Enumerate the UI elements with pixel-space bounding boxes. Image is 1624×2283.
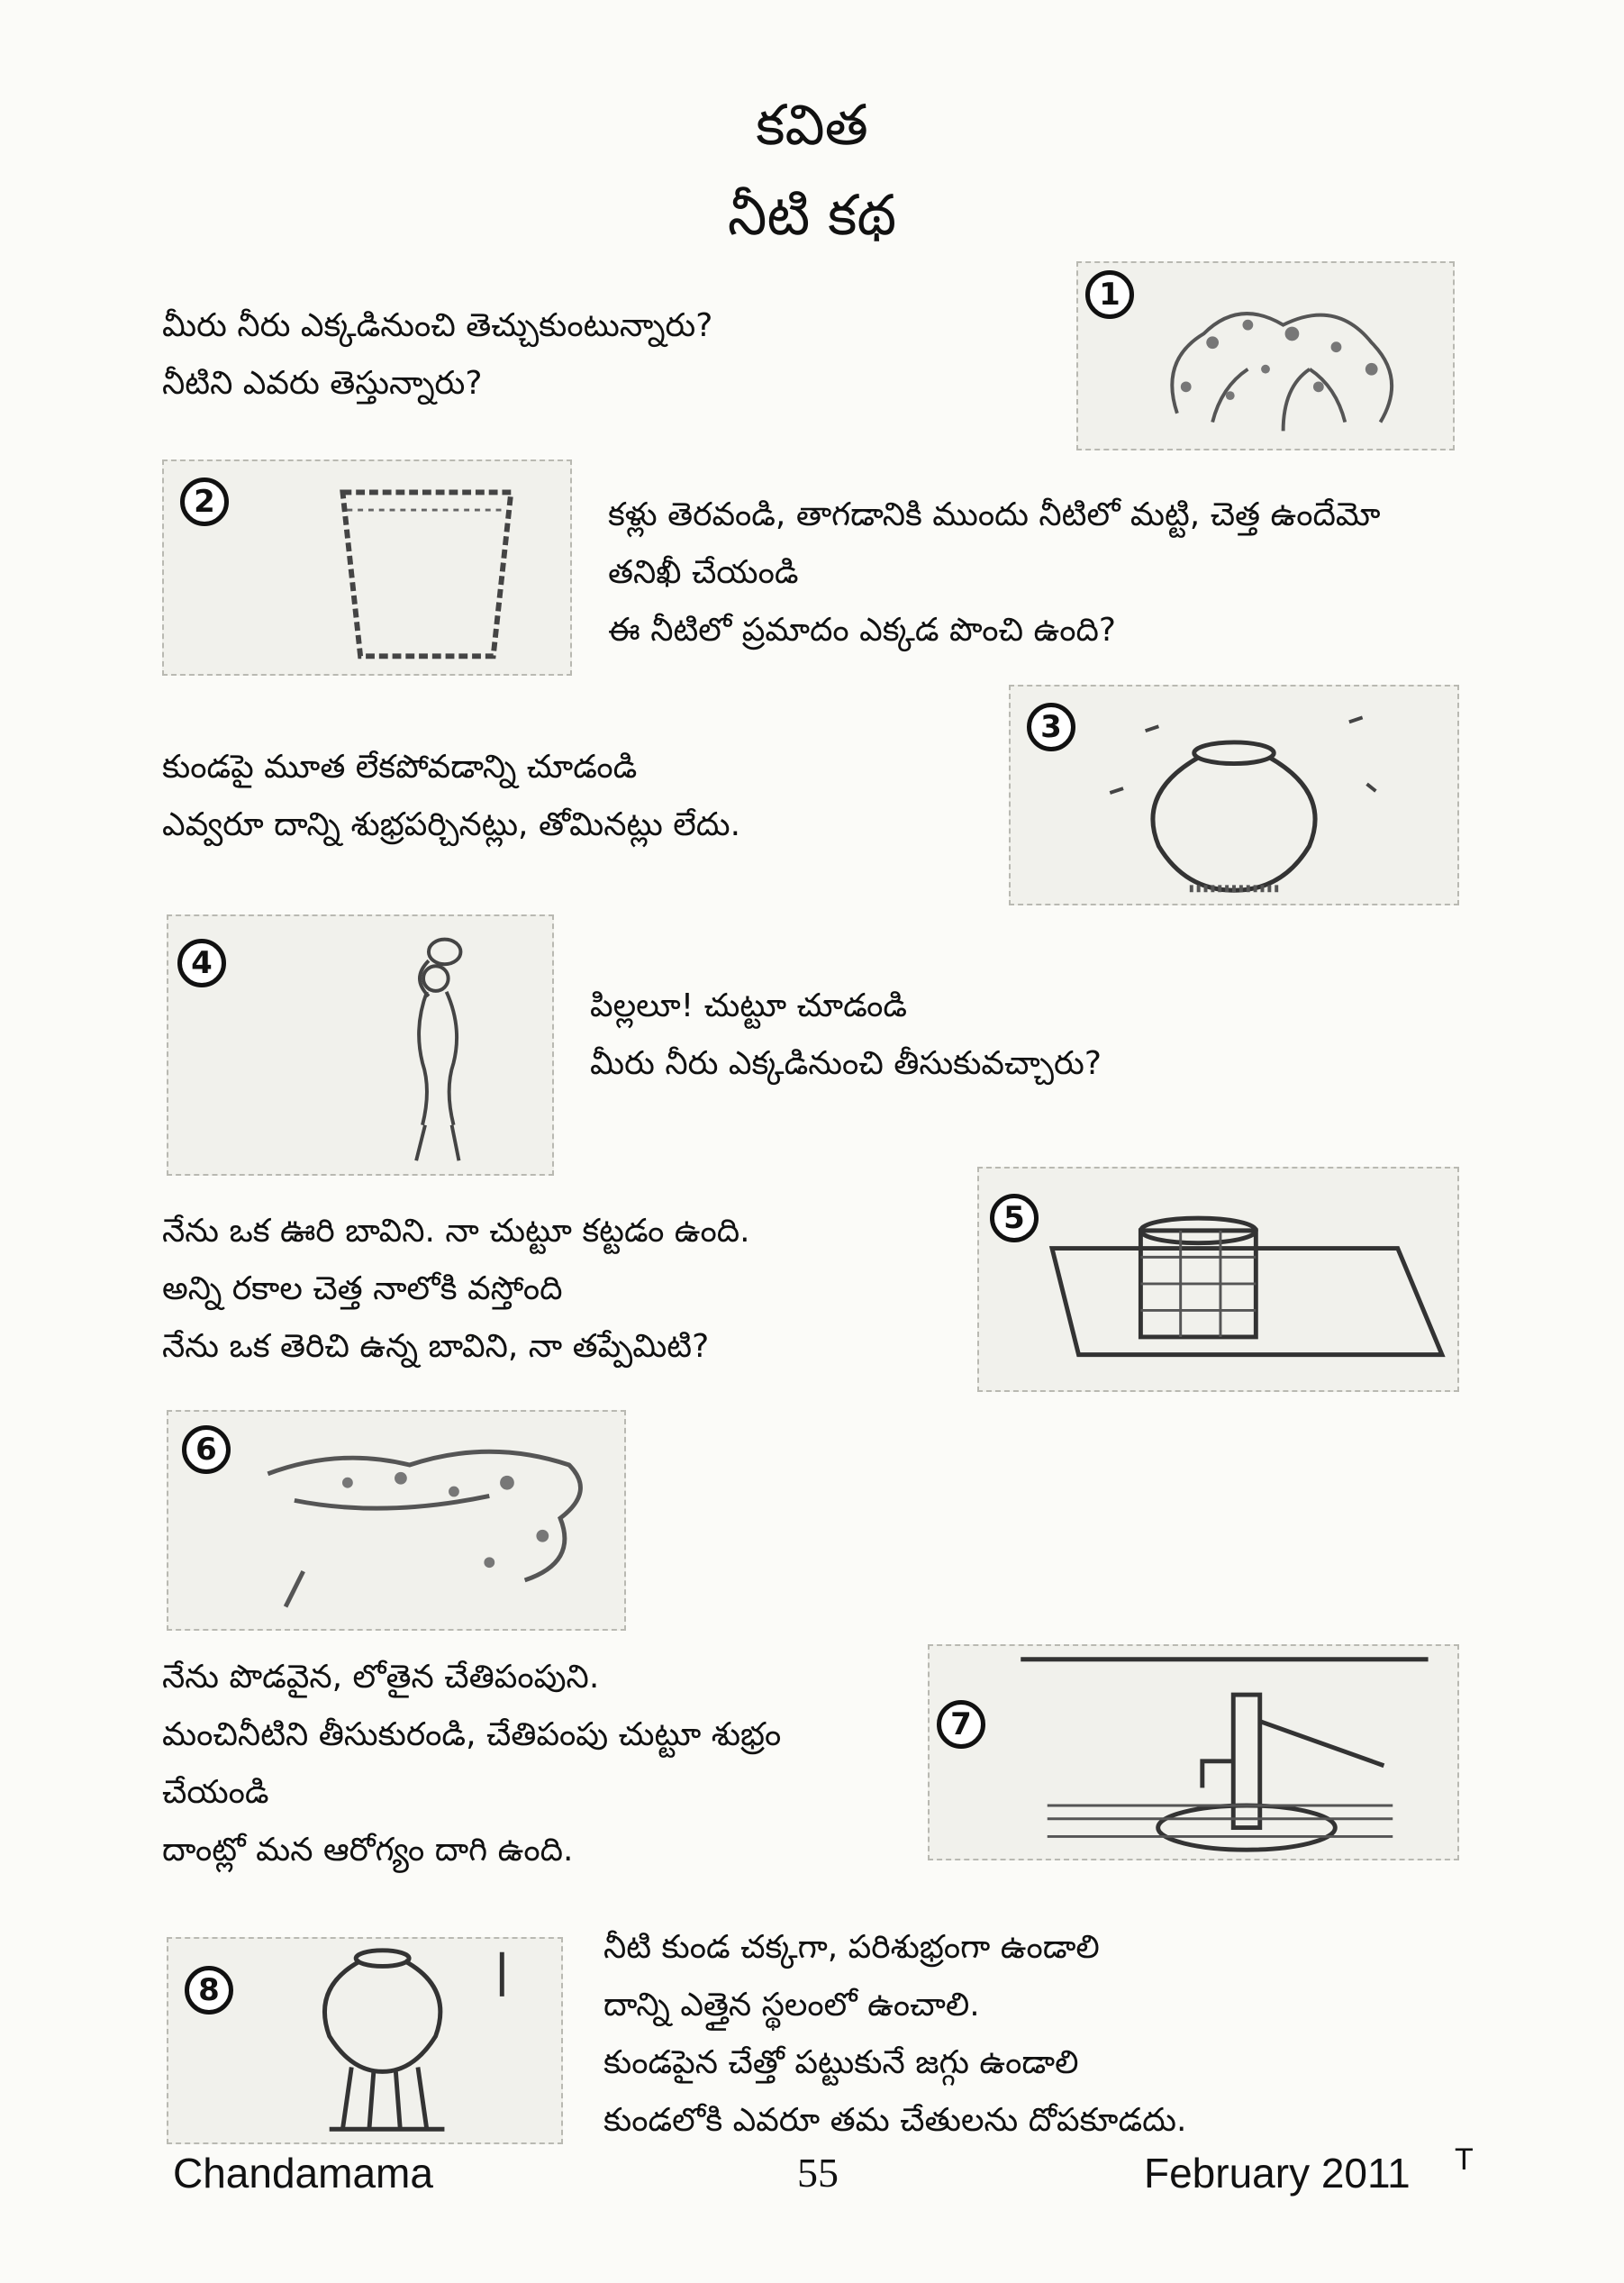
stanza-line: మీరు నీరు ఎక్కడినుంచి తీసుకువచ్చారు?	[590, 1045, 1102, 1082]
footer-issue-date: February 2011	[1144, 2150, 1411, 2197]
footer-mark: T	[1455, 2142, 1474, 2177]
illustration-number: 8	[185, 1966, 233, 2015]
footer-magazine-name: Chandamama	[173, 2150, 433, 2197]
stanza-3	[162, 739, 740, 854]
illustration-3-uncovered-pot	[1009, 685, 1459, 905]
stanza-4	[590, 978, 1102, 1093]
stanza-line: కుండపైన చేత్తో పట్టుకునే జగ్గు ఉండాలి	[603, 2044, 1079, 2081]
illustration-2-glass	[162, 459, 572, 676]
stanza-line: అన్ని రకాల చెత్త నాలోకి వస్తోంది	[162, 1270, 563, 1307]
stanza-line: నేను ఒక ఊరి బావిని. నా చుట్టూ కట్టడం ఉంది.	[162, 1213, 750, 1250]
stanza-5	[162, 1203, 750, 1376]
illustration-number: 1	[1085, 270, 1134, 319]
stanza-line: నీటిని ఎవరు తెస్తున్నారు?	[162, 365, 483, 402]
stanza-line: ఈ నీటిలో ప్రమాదం ఎక్కడ పొంచి ఉంది?	[608, 612, 1117, 649]
illustration-5-open-well	[977, 1167, 1459, 1392]
stanza-line: కళ్లు తెరవండి, తాగడానికి ముందు నీటిలో మట్టి, చెత్త ఉందేమో	[608, 496, 1381, 533]
stanza-line: దాన్ని ఎత్తైన స్థలంలో ఉంచాలి.	[603, 1987, 980, 2024]
stanza-line: పిల్లలూ! చుట్టూ చూడండి	[590, 987, 908, 1024]
footer-page-number: 55	[797, 2150, 839, 2196]
stanza-line: మంచినీటిని తీసుకురండి, చేతిపంపు చుట్టూ శుభ్రం	[162, 1716, 782, 1753]
stanza-line: కుండలోకి ఎవరూ తమ చేతులను దోపకూడదు.	[603, 2102, 1187, 2139]
stanza-line: నేను పొడవైన, లోతైన చేతిపంపుని.	[162, 1659, 600, 1696]
poem-title: నీటి కథ	[727, 182, 897, 248]
stanza-1	[162, 297, 712, 413]
illustration-number: 3	[1027, 703, 1075, 751]
illustration-6-dirty-water	[167, 1410, 626, 1631]
illustration-4-child-carrying-pot	[167, 914, 554, 1176]
stanza-2	[608, 487, 1381, 659]
illustration-number: 4	[177, 939, 226, 987]
stanza-line: నీటి కుండ చక్కగా, పరిశుభ్రంగా ఉండాలి	[603, 1929, 1100, 1966]
stanza-line: నేను ఒక తెరిచి ఉన్న బావిని, నా తప్పేమిటి?	[162, 1328, 710, 1365]
stanza-line: దాంట్లో మన ఆరోగ్యం దాగి ఉంది.	[162, 1832, 574, 1869]
illustration-1-trees	[1076, 261, 1455, 450]
stanza-line: చేయండి	[162, 1774, 269, 1811]
stanza-line: కుండపై మూత లేకపోవడాన్ని చూడండి	[162, 749, 638, 786]
poem-category: కవిత	[756, 92, 868, 158]
stanza-7	[162, 1649, 781, 1879]
stanza-8	[603, 1919, 1186, 2150]
illustration-number: 7	[937, 1700, 985, 1749]
illustration-number: 5	[990, 1194, 1039, 1242]
stanza-line: ఎవ్వరూ దాన్ని శుభ్రపర్చినట్లు, తోమినట్లు లేదు.	[162, 806, 741, 843]
stanza-line: తనిఖీ చేయండి	[608, 554, 799, 591]
illustration-number: 2	[180, 478, 229, 526]
illustration-8-raised-pot	[167, 1937, 563, 2144]
illustration-7-hand-pump	[928, 1644, 1459, 1860]
illustration-number: 6	[182, 1425, 231, 1474]
stanza-line: మీరు నీరు ఎక్కడినుంచి తెచ్చుకుంటున్నారు?	[162, 307, 713, 344]
